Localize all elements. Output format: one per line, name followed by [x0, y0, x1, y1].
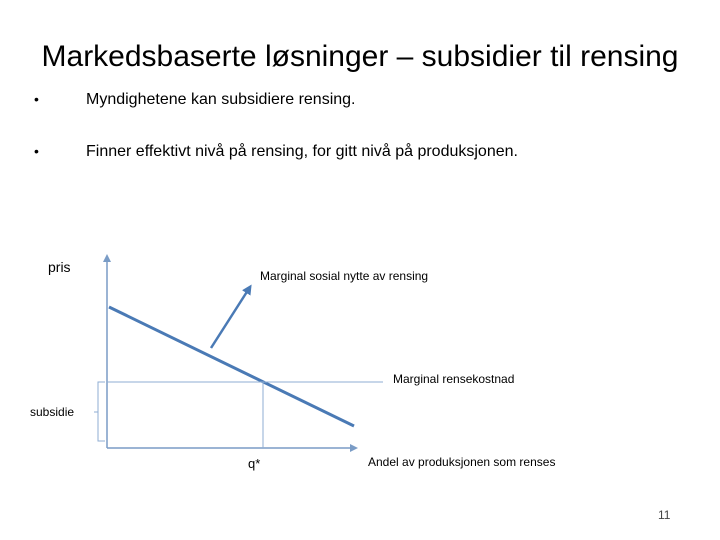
equilibrium-label: q* [248, 456, 261, 471]
subsidy-bracket [98, 382, 105, 441]
bullet-marker: • [34, 91, 39, 107]
bullet-text: Finner effektivt nivå på rensing, for gitt nivå på produksjonen. [86, 143, 518, 160]
cost-curve-label: Marginal rensekostnad [393, 372, 515, 386]
slide-title: Markedsbaserte løsninger – subsidier til rensing [41, 40, 679, 73]
bullet-text: Myndighetene kan subsidiere rensing. [86, 91, 356, 108]
subsidy-label: subsidie [30, 405, 75, 419]
benefit-label-pointer [211, 287, 250, 348]
x-axis-label: Andel av produksjonen som renses [368, 455, 556, 469]
benefit-curve-label: Marginal sosial nytte av rensing [260, 269, 429, 283]
page-number: 11 [658, 508, 671, 522]
marginal-benefit-curve [109, 307, 354, 426]
y-axis-label: pris [48, 259, 71, 275]
bullet-marker: • [34, 143, 39, 159]
